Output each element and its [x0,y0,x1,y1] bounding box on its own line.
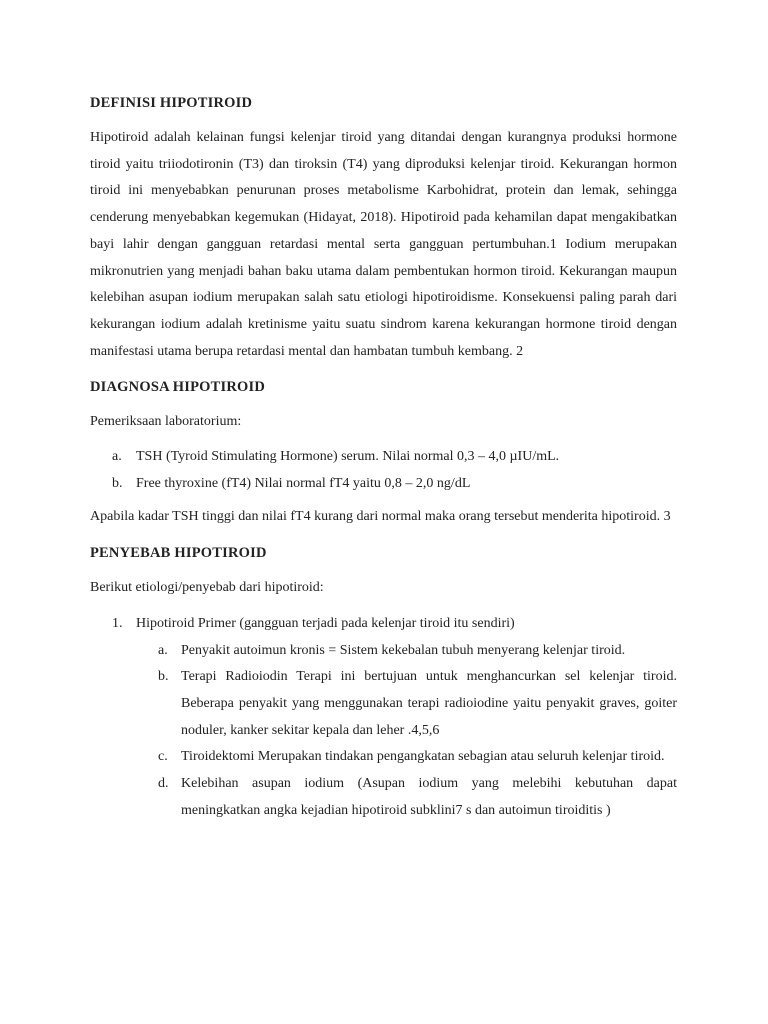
list-item-text: Hipotiroid Primer (gangguan terjadi pada kelenjar tiroid itu sendiri) [136,615,515,631]
section-heading-diagnosa: DIAGNOSA HIPOTIROID [90,379,266,396]
list-item [90,444,677,471]
section-heading-penyebab: PENYEBAB HIPOTIROID [90,545,267,562]
list-marker: b. [158,669,169,685]
list-marker: d. [158,776,169,792]
diagnosa-intro: Pemeriksaan laboratorium: [90,414,242,430]
penyebab-intro: Berikut etiologi/penyebab dari hipotiroid: [90,580,324,596]
list-marker: a. [112,449,122,465]
list-item [90,611,677,825]
list-marker: b. [112,475,123,491]
sublist-item [136,664,677,744]
sublist-item-text: Tiroidektomi Merupakan tindakan pengangkatan sebagian atau seluruh kelenjar tiroid. [181,749,665,765]
sublist-item-text: Kelebihan asupan iodium (Asupan iodium yang melebihi kebutuhan dapat meningkatkan angka kejadian hipotiroid subklini7 s dan autoimun tiroiditis ) [181,776,677,818]
list-marker: 1. [112,615,123,631]
list-item-text: TSH (Tyroid Stimulating Hormone) serum. Nilai normal 0,3 – 4,0 µIU/mL. [136,449,560,465]
sublist-item [136,638,677,665]
list-item-text: Free thyroxine (fT4) Nilai normal fT4 yaitu 0,8 – 2,0 ng/dL [136,475,471,491]
sublist-item-text: Terapi Radioiodin Terapi ini bertujuan untuk menghancurkan sel kelenjar tiroid. Beberapa penyakit yang menggunakan terapi radioiodine yaitu penyakit graves, goiter noduler, kanker sekitar kepala dan leher .4,5,6 [181,669,677,738]
list-item [90,471,677,498]
diagnosa-list [90,444,677,497]
sublist-item [136,744,677,771]
list-marker: a. [158,642,168,658]
sublist-item [136,771,677,824]
penyebab-sublist [91,638,677,825]
section-heading-definisi: DEFINISI HIPOTIROID [90,95,253,111]
document-page [90,90,677,824]
definisi-paragraph: Hipotiroid adalah kelainan fungsi kelenjar tiroid yang ditandai dengan kurangnya produksi hormone tiroid yaitu triiodotironin (T3) dan tiroksin (T4) yang diproduksi kelenjar tiroid. Kekurangan hormon tiroid ini menyebabkan penurunan proses metabolisme Karbohidrat, protein dan lemak, sehingga cenderung menyebabkan kegemukan (Hidayat, 2018). Hipotiroid pada kehamilan dapat mengakibatkan bayi lahir dengan gangguan retardasi mental serta gangguan pertumbuhan.1 Iodium merupakan mikronutrien yang menjadi bahan baku utama dalam pembentukan hormon tiroid. Kekurangan maupun kelebihan asupan iodium merupakan salah satu etiologi hipotiroidisme. Konsekuensi paling parah dari kekurangan iodium adalah kretinisme yaitu suatu sindrom karena kekurangan hormone tiroid dengan manifestasi utama berupa retardasi mental dan hambatan tumbuh kembang. 2 [90,130,677,359]
list-marker: c. [158,749,168,765]
sublist-item-text: Penyakit autoimun kronis = Sistem kekebalan tubuh menyerang kelenjar tiroid. [181,642,626,658]
penyebab-list [90,611,677,825]
diagnosa-conclusion: Apabila kadar TSH tinggi dan nilai fT4 kurang dari normal maka orang tersebut menderita hipotiroid. 3 [90,509,671,525]
